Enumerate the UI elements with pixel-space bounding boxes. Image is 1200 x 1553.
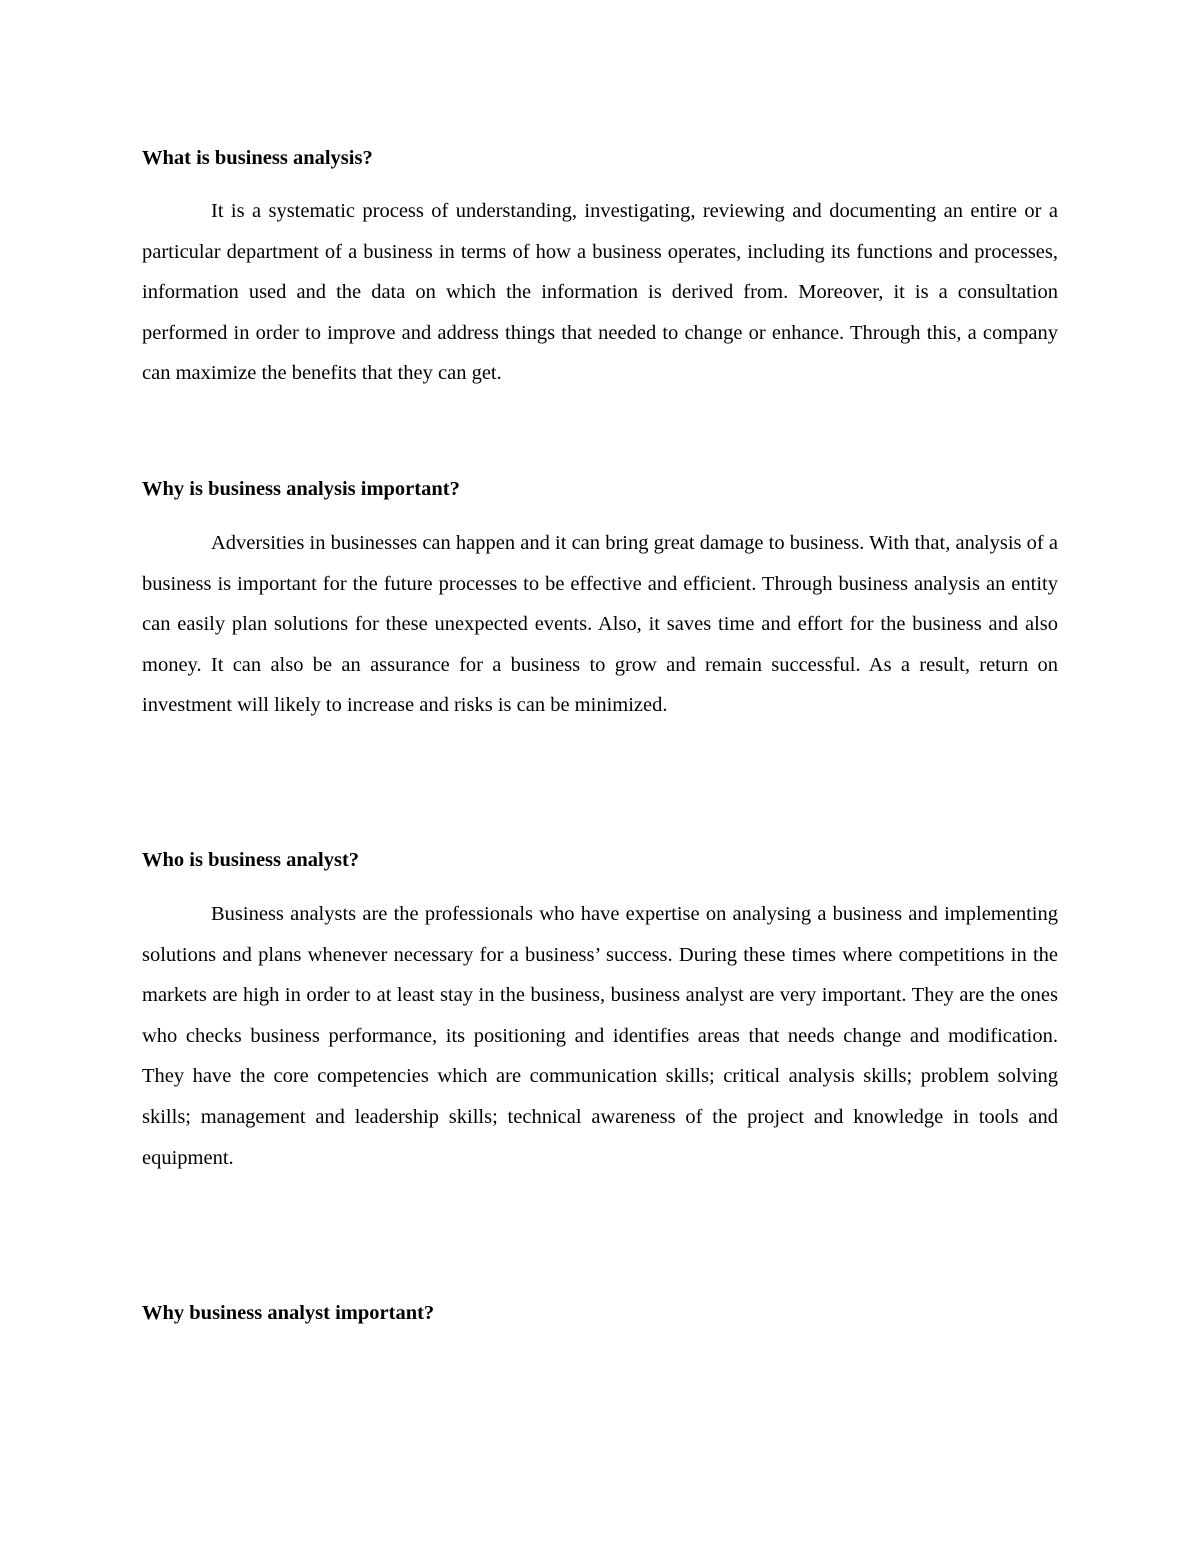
section-body-why-business-analysis-important: Adversities in businesses can happen and it can bring great damage to business. With that, analysis of a business is important for the future processes to be effective and efficient. Through business analysis an entity can easily plan solutions for these unexpected events. Also, it saves time and effort for the business and also money. It can also be an assurance for a business to grow and remain successful. As a result, return on investment will likely to increase and risks is can be minimized. xyxy=(142,532,1058,717)
section-heading-who-is-business-analyst: Who is business analyst? xyxy=(142,849,360,871)
section-heading-why-business-analysis-important: Why is business analysis important? xyxy=(142,478,460,500)
section-body-what-is-business-analysis: It is a systematic process of understanding, investigating, reviewing and documenting an entire or a particular department of a business in terms of how a business operates, including its functions and processes, information used and the data on which the information is derived from. Moreover, it is a consultation performed in order to improve and address things that needed to change or enhance. Through this, a company can maximize the benefits that they can get. xyxy=(142,200,1058,385)
section-body-who-is-business-analyst: Business analysts are the professionals who have expertise on analysing a business and implementing solutions and plans whenever necessary for a business’ success. During these times where competitions in the markets are high in order to at least stay in the business, business analyst are very important. They are the ones who checks business performance, its positioning and identifies areas that needs change and modification. They have the core competencies which are communication skills; critical analysis skills; problem solving skills; management and leadership skills; technical awareness of the project and knowledge in tools and equipment. xyxy=(142,903,1058,1169)
section-heading-why-business-analyst-important: Why business analyst important? xyxy=(142,1302,435,1324)
section-heading-what-is-business-analysis: What is business analysis? xyxy=(142,147,373,169)
